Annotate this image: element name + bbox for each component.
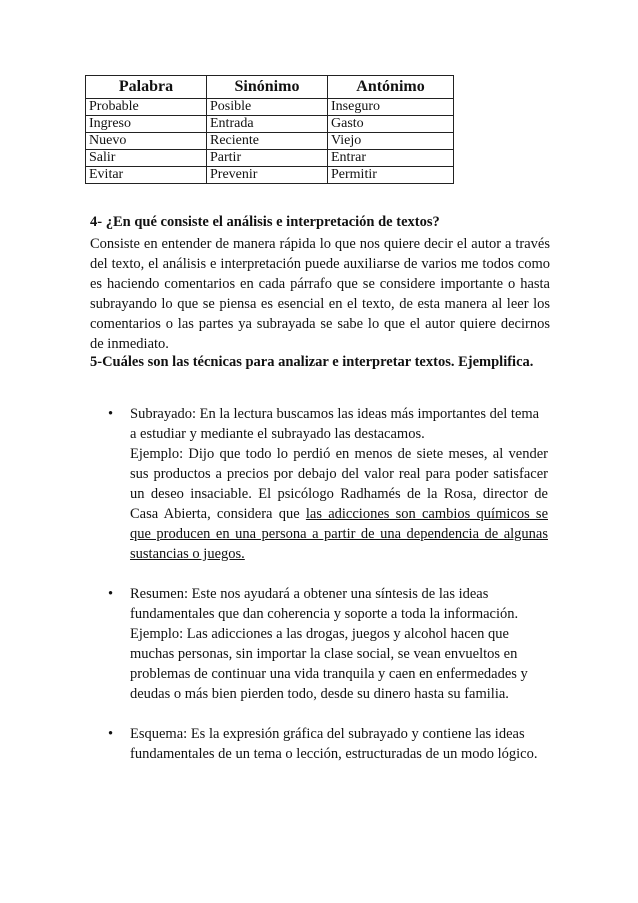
question-4-title: 4- ¿En qué consiste el análisis e interpretación de textos? (90, 214, 440, 230)
table-row (86, 99, 454, 116)
header-antonimo: Antónimo (328, 76, 454, 99)
technique-label: Resumen: (130, 586, 188, 602)
table-cell: Probable (86, 99, 207, 116)
table-cell: Partir (207, 150, 328, 167)
table-cell: Salir (86, 150, 207, 167)
table-cell: Inseguro (328, 99, 454, 116)
bullet-icon: • (108, 726, 114, 742)
technique-description: En la lectura buscamos las ideas más importantes del tema a estudiar y mediante el subrayado las destacamos. (130, 406, 540, 442)
table-cell: Gasto (328, 116, 454, 133)
technique-description: Es la expresión gráfica del subrayado y contiene las ideas fundamentales de un tema o lección, estructuradas de un modo lógico. (130, 726, 538, 762)
header-sinonimo: Sinónimo (207, 76, 328, 99)
technique-description: Este nos ayudará a obtener una síntesis de las ideas fundamentales que dan coherencia y soporte a toda la información. (130, 586, 519, 622)
vocabulary-table (85, 75, 454, 184)
technique-example: Ejemplo: Las adicciones a las drogas, juegos y alcohol hacen que muchas personas, sin importar la clase social, se vean envueltos en problemas de continuar una vida tranquila y caen en enfermedades y deudas o más bien pierden todo, desde su dinero hasta su familia. (130, 626, 528, 702)
table-header-row (86, 76, 454, 99)
table-row (86, 167, 454, 184)
question-5-title: 5-Cuáles son las técnicas para analizar e interpretar textos. Ejemplifica. (90, 354, 534, 370)
header-palabra: Palabra (86, 76, 207, 99)
table-cell: Evitar (86, 167, 207, 184)
techniques-list (106, 404, 548, 764)
question-4-answer: Consiste en entender de manera rápida lo que nos quiere decir el autor a través del texto, el análisis e interpretación puede auxiliarse de varios me todos como es haciendo comentarios en cada párrafo que se considere importante o hasta subrayando lo que se piensa es esencial en el texto, de esta manera al leer los comentarios o las partes ya subrayada se sabe lo que el autor quiere decirnos de inmediato. (90, 236, 550, 352)
table-cell: Entrar (328, 150, 454, 167)
list-item-resumen (106, 584, 548, 704)
table-row (86, 116, 454, 133)
technique-example: Ejemplo: Dijo que todo lo perdió en menos de siete meses, al vender sus productos a precios por debajo del valor real para poder satisfacer un deseo insaciable. El psicólogo Radhamés de la Rosa, director de Casa Abierta, considera que las adicciones son cambios químicos se que producen en una persona a partir de una dependencia de algunas sustancias o juegos. (130, 446, 549, 562)
table-cell: Reciente (207, 133, 328, 150)
table-cell: Entrada (207, 116, 328, 133)
technique-label: Subrayado: (130, 406, 197, 422)
table-row (86, 133, 454, 150)
table-cell: Viejo (328, 133, 454, 150)
table-cell: Ingreso (86, 116, 207, 133)
table-row (86, 150, 454, 167)
technique-label: Esquema: (130, 726, 188, 742)
table-cell: Posible (207, 99, 328, 116)
table-cell: Prevenir (207, 167, 328, 184)
list-item-esquema (106, 724, 548, 764)
table-cell: Permitir (328, 167, 454, 184)
table-cell: Nuevo (86, 133, 207, 150)
bullet-icon: • (108, 406, 114, 422)
bullet-icon: • (108, 586, 114, 602)
underlined-text: las adicciones son cambios químicos se que producen en una persona a partir de una dependencia de algunas sustancias o juegos. (130, 506, 549, 562)
list-item-subrayado (106, 404, 548, 564)
